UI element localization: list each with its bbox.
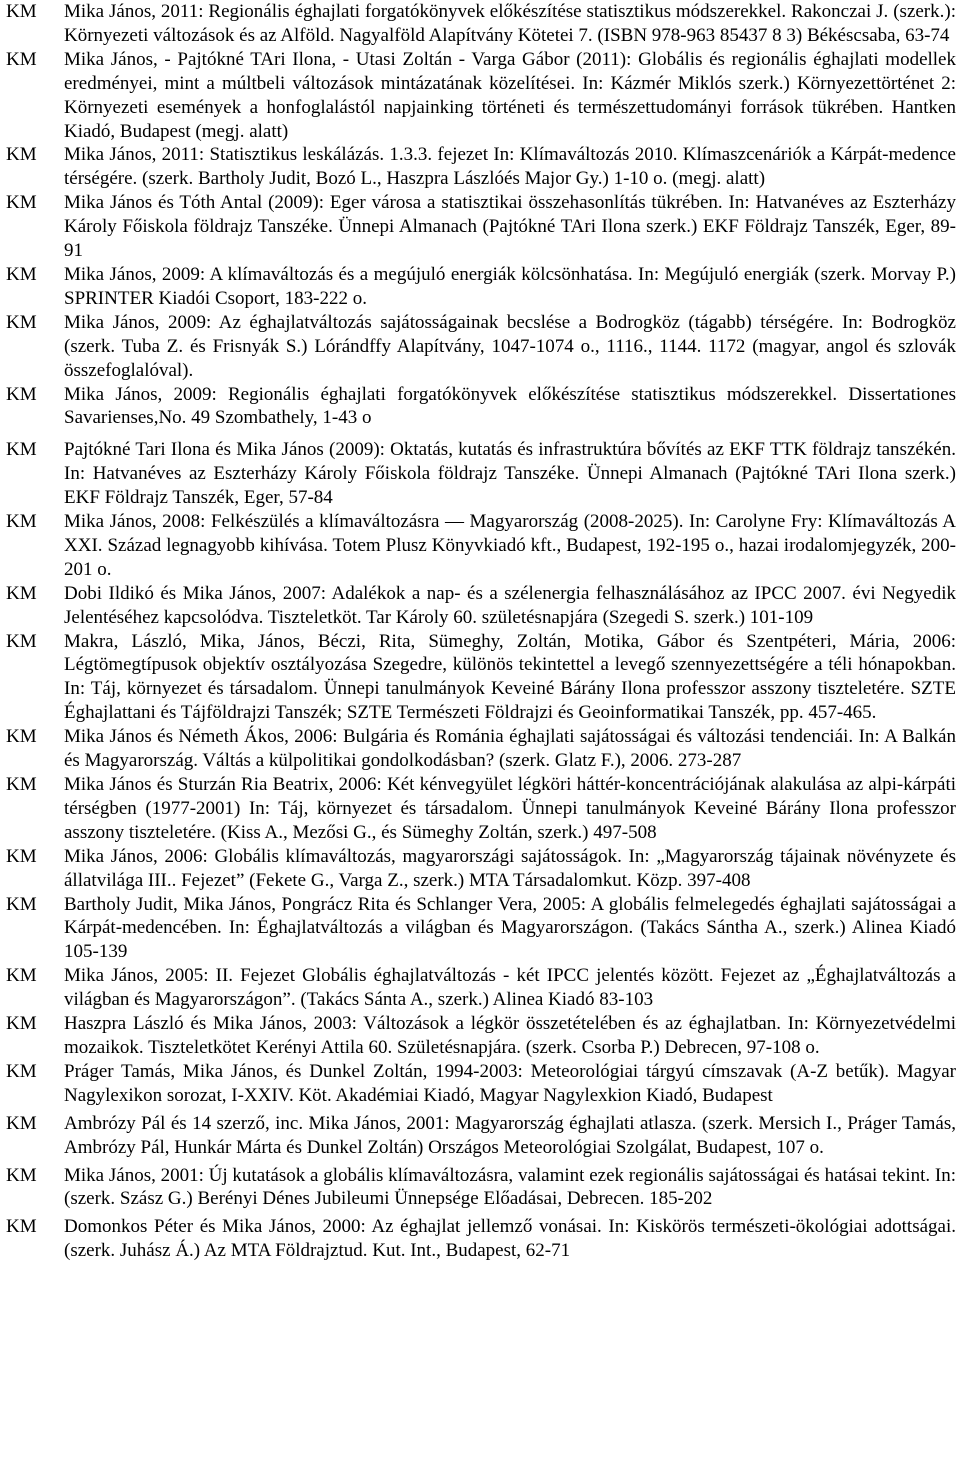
reference-entry <box>6 438 956 510</box>
reference-label: KM <box>6 1164 37 1186</box>
reference-entry <box>6 191 956 263</box>
reference-label: KM <box>6 1060 37 1082</box>
reference-label: KM <box>6 726 37 748</box>
reference-entry <box>6 1060 956 1108</box>
reference-entry <box>6 1215 956 1263</box>
reference-entry <box>6 311 956 383</box>
reference-text: Mika János, 2001: Új kutatások a globális klímaváltozásra, valamint ezek regionális sajátosságai és hatásai tekint. In: (szerk. Szász G.) Berényi Dénes Jubileumi Ünnepsége Előadásai, Debrecen. 185-202 <box>64 1164 956 1210</box>
reference-entry <box>6 1164 956 1212</box>
reference-label: KM <box>6 439 37 461</box>
reference-entry <box>6 964 956 1012</box>
reference-entry <box>6 845 956 893</box>
reference-text: Mika János, 2011: Statisztikus leskálázás. 1.3.3. fejezet In: Klímaváltozás 2010. Klímaszcenáriók a Kárpát-medence térségére. (szerk. Bartholy Judit, Bozó L., Haszpra Lászlóés Major Gy.) 1-10 o. (megj. alatt) <box>64 144 956 190</box>
reference-text: Dobi Ildikó és Mika János, 2007: Adalékok a nap- és a szélenergia felhasználásához az IPCC 2007. évi Negyedik Jelentéséhez kapcsolódva. Tiszteletköt. Tar Károly 60. születésnapjára (Szegedi S. szerk.) 101-109 <box>64 582 956 628</box>
reference-label: KM <box>6 1112 37 1134</box>
reference-label: KM <box>6 845 37 867</box>
reference-label: KM <box>6 1216 37 1238</box>
reference-text: Mika János, 2009: Az éghajlatváltozás sajátosságainak becslése a Bodrogköz (tágabb) térségére. In: Bodrogköz (szerk. Tuba Z. és Frisnyák S.) Lórándffy Alapítvány, 1047-1074 o., 1116., 1144. 1172 (magyar, angol és szlovák összefoglalóval). <box>64 311 956 381</box>
reference-text: Mika János, 2008: Felkészülés a klímaváltozásra — Magyarország (2008-2025). In: Carolyne Fry: Klímaváltozás A XXI. Század legnagyobb kihívása. Totem Plusz Könyvkiadó kft., Budapest, 192-195 o., hazai irodalomjegyzék, 200-201 o. <box>64 511 956 580</box>
reference-label: KM <box>6 383 37 405</box>
reference-entry <box>6 725 956 773</box>
reference-entry <box>6 582 956 630</box>
reference-entry <box>6 48 956 144</box>
reference-label: KM <box>6 630 37 652</box>
reference-label: KM <box>6 311 37 333</box>
reference-label: KM <box>6 774 37 795</box>
reference-label: KM <box>6 263 37 285</box>
reference-text: Makra, László, Mika, János, Béczi, Rita, Sümeghy, Zoltán, Motika, Gábor és Szentpéteri, Mária, 2006: Légtömegtípusok objektív osztályozása Szegedre, különös tekintettel a levegő szennyezettségére a téli hónapokban. In: Táj, környezet és társadalom. Ünnepi tanulmányok Keveiné Bárány Ilona professzor asszony tiszteletére. SZTE Éghajlattani és Tájföldrajzi Tanszék; SZTE Természeti Földrajzi és Geoinformatikai Tanszék, pp. 457-465. <box>64 630 956 724</box>
reference-text: Pajtókné Tari Ilona és Mika János (2009): Oktatás, kutatás és infrastruktúra bővítés az EKF TTK földrajz tanszékén. In: Hatvanéves az Eszterházy Károly Főiskola földrajz Tanszéke. Ünnepi Almanach (Pajtókné TAri Ilona szerk.) EKF Földrajz Tanszék, Eger, 57-84 <box>64 439 956 509</box>
reference-label: KM <box>6 1 37 22</box>
reference-text: Mika János, 2009: Regionális éghajlati forgatókönyvek előkészítése statisztikus módszerekkel. Dissertationes Savarienses,No. 49 Szombathely, 1-43 o <box>64 383 956 429</box>
reference-text: Mika János és Tóth Antal (2009): Eger városa a statisztikai összehasonlítás tükrében. In: Hatvanéves az Eszterházy Károly Főiskola földrajz Tanszéke. Ünnepi Almanach (Pajtókné TAri Ilona szerk.) EKF Földrajz Tanszék, Eger, 89-91 <box>64 192 956 262</box>
reference-label: KM <box>6 48 37 70</box>
reference-label: KM <box>6 192 37 214</box>
reference-entry <box>6 1112 956 1160</box>
reference-text: Mika János, 2011: Regionális éghajlati forgatókönyvek előkészítése statisztikus módszerekkel. Rakonczai J. (szerk.): Környezeti változások és az Alföld. Nagyalföld Alapítvány Kötetei 7. (ISBN 978-963 85437 8 3) Békéscsaba, 63-74 <box>64 1 956 46</box>
reference-text: Mika János, - Pajtókné TAri Ilona, - Utasi Zoltán - Varga Gábor (2011): Globális és regionális éghajlati modellek eredményei, mint a múltbeli változások mintázatának közelítései. In: Kázmér Miklós szerk.) Környezettörténet 2: Környezeti események a honfoglalástól napjainking történeti és természettudományi források tükrében. Hantken Kiadó, Budapest (megj. alatt) <box>64 48 956 142</box>
reference-entry <box>6 143 956 191</box>
reference-entry <box>6 630 956 726</box>
reference-label: KM <box>6 965 37 987</box>
reference-label: KM <box>6 893 37 915</box>
reference-entry <box>6 0 956 48</box>
reference-text: Práger Tamás, Mika János, és Dunkel Zoltán, 1994-2003: Meteorológiai tárgyú címszavak (A-Z betűk). Magyar Nagylexikon sorozat, I-XXIV. Köt. Akadémiai Kiadó, Magyar Nagylexkion Kiadó, Budapest <box>64 1060 956 1106</box>
reference-entry <box>6 383 956 431</box>
reference-text: Mika János és Németh Ákos, 2006: Bulgária és Románia éghajlati sajátosságai és változási tendenciái. In: A Balkán és Magyarország. Váltás a külpolitikai gondolkodásban? (szerk. Glatz F.), 2006. 273-287 <box>64 726 956 772</box>
reference-text: Mika János, 2005: II. Fejezet Globális éghajlatváltozás - két IPCC jelentés között. Fejezet az „Éghajlatváltozás a világban és Magyarországon”. (Takács Sánta A., szerk.) Alinea Kiadó 83-103 <box>64 965 956 1011</box>
reference-entry <box>6 510 956 582</box>
reference-text: Mika János, 2006: Globális klímaváltozás, magyarországi sajátosságok. In: „Magyarország tájainak növényzete és állatvilága III.. Fejezet” (Fekete G., Varga Z., szerk.) MTA Társadalomkut. Közp. 397-408 <box>64 845 956 891</box>
reference-label: KM <box>6 511 37 533</box>
reference-text: Mika János, 2009: A klímaváltozás és a megújuló energiák kölcsönhatása. In: Megújuló energiák (szerk. Morvay P.) SPRINTER Kiadói Csoport, 183-222 o. <box>64 263 956 309</box>
reference-label: KM <box>6 1013 37 1035</box>
reference-entry <box>6 263 956 311</box>
reference-text: Domonkos Péter és Mika János, 2000: Az éghajlat jellemző vonásai. In: Kiskörös természeti-ökológiai adottságai. (szerk. Juhász Á.) Az MTA Földrajztud. Kut. Int., Budapest, 62-71 <box>64 1216 956 1262</box>
reference-label: KM <box>6 582 37 604</box>
reference-entry <box>6 1012 956 1060</box>
reference-label: KM <box>6 144 37 166</box>
reference-text: Mika János és Sturzán Ria Beatrix, 2006: Két kénvegyület légköri háttér-koncentrációjának alakulása az alpi-kárpáti térségben (1977-2001) In: Táj, környezet és társadalom. Ünnepi tanulmányok Keveiné Bárány Ilona professzor asszony tiszteletére. (Kiss A., Mezősi G., és Sümeghy Zoltán, szerk.) 497-508 <box>64 774 956 843</box>
reference-entry <box>6 773 956 845</box>
reference-text: Ambrózy Pál és 14 szerző, inc. Mika János, 2001: Magyarország éghajlati atlasza. (szerk. Mersich I., Práger Tamás, Ambrózy Pál, Hunkár Márta és Dunkel Zoltán) Országos Meteorológiai Szolgálat, Budapest, 107 o. <box>64 1112 956 1158</box>
reference-text: Bartholy Judit, Mika János, Pongrácz Rita és Schlanger Vera, 2005: A globális felmelegedés éghajlati sajátosságai a Kárpát-medencében. In: Éghajlatváltozás a világban és Magyarországon. (Takács Sántha A., szerk.) Alinea Kiadó 105-139 <box>64 893 956 963</box>
reference-text: Haszpra László és Mika János, 2003: Változások a légkör összetételében és az éghajlatban. In: Környezetvédelmi mozaikok. Tiszteletkötet Kerényi Attila 60. Születésnapjára. (szerk. Csorba P.) Debrecen, 97-108 o. <box>64 1013 956 1058</box>
reference-entry <box>6 893 956 965</box>
